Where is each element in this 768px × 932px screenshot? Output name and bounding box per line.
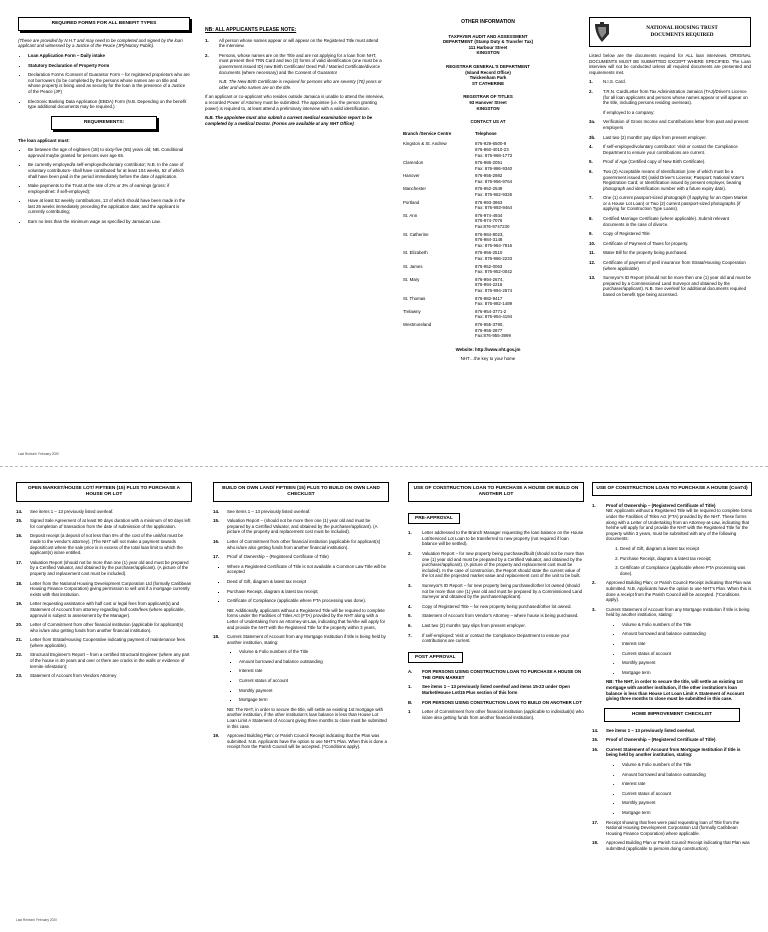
logo-title: NATIONAL HOUSING TRUST [646,25,718,31]
home-improvement-list [592,728,752,758]
post-approval-b1: 1 Letter of Commitment from other financial institution (applicable to individual(s) who is/are also getting funds from another financial institution). [408,709,584,720]
branch-name: Portland [403,199,420,205]
ownership-documents: 1. Deed of Gift, diagram & latest tax receipt 2. Purchase Receipt, diagram & latest tax receipt; 3. Certificate of Compliance (applicable where PTA processing was done). [592,546,752,576]
phone-number: Fax:876-955-3999 [475,333,511,339]
documents-intro: Listed below are the documents required for ALL loan interviews. ORIGINAL DOCUMENTS MUST BE SUBMITTED EXCEPT WHERE SPECIFIED. The Loan interview will not be conducted unless all required documents are presented and requirements met. [589,53,751,75]
document-item: 10. Certificate of Payment of Taxes for property. [589,240,689,246]
phone-number: Fax: 876-984-7916 [475,242,513,248]
requirement-item: • Be between the age of eighteen (18) to sixty-five (65) years old; NB. Conditional approval maybe granted for persons over age 65. [28,147,190,158]
construction-loan-column [408,482,584,724]
revision-footnote-2: Last Revised: February 2020 [16,918,57,922]
mortgage-note: NB: The NHT, in order to secure the title, will settle an existing 1st mortgage with another institution, if the other institution's loan balance is less than House Lot Loan Limit A Statement of Account giving three months to close must be submitted in this case. [227,706,387,729]
branch-name: Hanover [403,173,420,179]
open-market-header: OPEN MARKET/HOUSE LOT/ FIFTEEN (15) PLUS TO PURCHASE A HOUSE OR LOT [16,482,192,502]
checklist-item: 20. Letter of Commitment from other financial institution (applicable for applicant(s) who is/are also getting funds from another financial institution). [16,622,184,633]
branch-phones [475,277,573,296]
applicants-note-title: NB: ALL APPLICANTS PLEASE NOTE: [205,27,297,33]
phone-number: Fax: 876-956-9764 [475,178,513,184]
construction-loan-header: USE OF CONSTRUCTION LOAN TO PURCHASE A HOUSE OR BUILD ON ANOTHER LOT [408,482,584,502]
branch-name: Kingston & St. Andrew [403,141,447,147]
phone-number: 876-966-2510 [475,250,503,256]
phone-number: Fax: 876-982-1489 [475,301,513,307]
checklist-item: 15. Signed Sale Agreement of at least 90 days duration with a minimum of 60 days left for completion of transaction from the date of submission of the application. [16,518,191,529]
branch-name: Manchester [403,186,426,192]
requirement-item: • Have at least 52 weekly contributions, 13 of which should have been made in the last 26 weeks immediately preceding the application date; and the applicant is currently contributing; [28,198,190,215]
ownership-options: ▪ Where a Registered Certificate of Title is not available a Common Law Title will be accepted ▪ Deed of Gift, diagram & latest tax receipt ▪ Purchase Receipt, diagram & latest tax receipt; ▪ Certificate of Compliance (applicable where PTA processing was done). [213,564,389,604]
home-improvement-item: 14. See items 1 – 13 previously listed overleaf. [592,727,696,733]
phone-number: 876-994-2674, [475,276,504,282]
home-improvement-item: 18. Approved Building Plan or Parish Council Receipt indicating that Plan was submitted (applicable to persons doing construction). [592,840,750,851]
pre-approval-list [408,530,584,644]
checklist-item: 17. Valuation Report (should not be more than one (1) year old and must be prepared by a Certified Valuator, and obtained by the purchaser/applicant). (A picture of the property and replacement cost must be included). [16,559,189,576]
open-market-column [16,482,192,683]
power-of-attorney-note: If an applicant or co-applicant who resides outside Jamaica is unable to attend the interview, a recorded Power of Attorney must be submitted. The appointee (i.e. the person granting power) is required to, at least attend a preliminary interview with a valid identification. [205,94,384,111]
construction-cont-header: USE OF CONSTRUCTION LOAN TO PURCHASE A HOUSE (Cont'd) [592,482,752,496]
build-own-land-column [213,482,389,754]
form-item: • Electronic Banking Data Application (EBDA) Form (N.B. Depending on the benefit type additional documents may be required.) [28,99,190,110]
phone-number: 876-952-0063 [475,263,503,269]
branch-phones [475,160,573,173]
open-market-list [16,509,192,679]
branch-row [403,309,573,322]
branch-phones [475,264,573,277]
note-item: 2. Persons, whose names are on the Title and are not applying for a loan from NHT, must present their TRN Card and two (2) forms of valid identification (one must be a government issued ID) new Birth Certificate/ Deed Poll / Married Certificate/divorce documents (where necessary) and the Consent of Guarantor [205,52,382,75]
pre-approval-item: 4. Copy of Registered Title – for new property being purchased/other lot owned. [408,603,572,609]
website-link[interactable]: Website: http://www.nht.gov.jm [455,346,521,352]
required-forms-column [18,17,190,229]
home-improvement-header: HOME IMPROVEMENT CHECKLIST [604,708,740,722]
checklist-item: 15. Valuation Report – (should not be more then one (1) year old and must be prepared by a Certified Valuator, and obtained by the purchaser/applicant). (A picture of the property and replacement cost must be included). [213,518,378,535]
checklist-item: 22. Structural Engineer's Report – from a certified Structural Engineer (where any part of the house is 40 years and over or there are cracks in the walls or evidence of termite infestation): [16,652,190,669]
page-divider [0,466,768,467]
branch-row [403,296,573,309]
home-statement-details: • Volume & Folio numbers of the Title • Amount borrowed and balance outstanding • Interest rate • Current status of account • Monthly payment • Mortgage term [592,762,752,816]
pre-approval-item: 1. Letter addressed to the Branch Manager requesting the loan balance on the House Lot/Serviced Lot Loan to be transferred to new property (not required if loan balance will be settled). [408,530,584,547]
phone-number: 876-956-2982 [475,173,503,179]
taxpayer-address: TAXPAYER AUDIT AND ASSESSMENT DEPARTMENT (Stamp Duty & Transfer Tax) 111 Harbour Street KINGSTON [442,33,534,56]
branch-row [403,141,573,160]
ownership-item: 1. Proof of Ownership – (Registered Certificate of Title) NB: Applicants without a Registered Title will be required to complete forms under the Facilities of Titles Act (FTA) provided by the NHT. These forms along with a Letter of Undertaking from an Attorney-at-Law, indicating that he/she will apply for and provide the NHT with the Registered Title for the property within 3 years, must be submitted with any of the following documents: [592,502,752,542]
document-item: 5. Proof of Age (Certified copy of New Birth Certificate). [589,159,706,165]
other-info-title: OTHER INFORMATION [461,19,515,25]
document-item: 8. Certified Marriage Certificate (where applicable). Submit relevant documents in the case of divorce. [589,216,729,227]
building-plan-item: 19. Approved Building Plan; or Parish Council Receipt indicating that the Plan was submitted. N.B. Applicants have the option to use NHT's Plan. When this is done a receipt from the Parish Council will be accepted. (*Conditions apply). [213,733,387,750]
branch-name: Westmoreland [403,321,432,327]
revision-footnote: Last Revised: February 2020 [18,452,59,456]
phone-number: 876-984-3148 [475,237,503,243]
document-item: 2. T.R.N. Card/Letter from Tax Administration Jamaica (TAJ)/Driver's Licence (for all loan applicants and persons whose names appear or will appear on the title, including persons residing overseas). [589,88,748,106]
post-approval-label: POST APPROVAL [408,652,463,664]
construction-cont-column [592,482,752,856]
document-item: If employed to a company: [603,109,655,115]
branch-phones [475,296,573,309]
branch-phones [475,309,573,322]
other-information-column [403,20,573,366]
branch-row [403,213,573,232]
phone-number: 876-954-3771-2 [475,308,507,314]
pre-approval-item: 2. Valuation Report – for new property being purchased/built (should not be more than one (1) year old and must be prepared by a Certified Valuator, and obtained by the purchaser/applicant). (A picture of the property and replacement cost must be included). In the case of construction, the Report should state the current value of the lot and the projected market value and replacement cost of the unit to be built. [408,550,584,579]
phone-number: 876-974-4934 [475,212,503,218]
pre-approval-item: 7. If self-employed: Visit or contact the Compliance Department to ensure your contributions are current. [408,632,570,644]
phone-number: 876-955-2877 [475,327,503,333]
build-own-land-header: BUILD ON OWN LAND/ FIFTEEN (15) PLUS TO BUILD ON OWN LAND CHECKLIST [213,482,389,502]
branch-name: Trelawny [403,308,421,314]
build-own-land-list [213,509,389,560]
branch-row [403,200,573,213]
checklist-item: 16. Deposit receipt (a deposit of not less than 5% of the cost of the unit/lot must be made to the vendor's attorney). (The NHT will not make a payment towards deposit/cost where the sale price is in excess of the total loan limit to which the applicant(s) is/are entitled. [16,533,184,556]
branch-row [403,322,573,341]
post-approval-a: A. FOR PERSONS USING CONSTRUCTION LOAN TO PURCHASE A HOUSE ON THE OPEN MARKET [408,669,582,680]
forms-list [18,53,190,110]
phone-number: Fax: 876-994-2674 [475,287,513,293]
phone-number: 876-955-3790, [475,321,504,327]
statement-details-2: • Volume & Folio numbers of the Title • Amount borrowed and balance outstanding • Interest rate • Current status of account • Monthly payment • Mortgage term [592,622,752,676]
forms-intro: (These are provided by N.H.T and may need to be completed and signed by the loan applicant and witnessed by a Justice of the Peace (JP)/Notary Public). [18,37,183,49]
document-item: 3a. Verification of Gross Income and Contributions letter from past and present employers [589,119,749,130]
checklist-item: 14. See items 1 – 13 previously listed overleaf. [213,508,311,514]
post-approval-b: B. FOR PERSONS USING CONSTRUCTION LOAN TO BUILD ON ANOTHER LOT [408,699,582,705]
checklist-item: 19. Letter requesting assistance with half cost or legal fees from applicant(s) and Statement of Account from attorney regarding half costs/fees (where applicable, approval is subject to assessment by the Manager). [16,601,185,618]
requirement-item: • Earn no less than the minimum wage as specified by Jamaican Law. [28,219,190,225]
phone-number: Fax: 876-966-2233 [475,256,513,261]
phone-number: 876-960-4010-23 [475,146,509,152]
phone-number: Fax: 876-993-9464 [475,205,513,211]
branch-row [403,186,573,199]
phone-number: 876-984-8023, [475,231,504,237]
documents-list [589,79,751,297]
pre-approval-item: 3. Surveyor's ID Report – for new property being purchased/other lot owned (should not be more than one (1) year old and must be prepared by a Commissioned Land Surveyor and obtained by the purchaser/applicant). [408,582,583,600]
tagline: NHT…the key to your home [460,356,516,362]
branch-row [403,160,573,173]
branch-phones [475,186,573,199]
phone-number: Fax: 876-986-9340 [475,165,513,171]
branch-row [403,232,573,251]
checklist-item: 23. Statement of Account from Vendors Attorney [16,673,117,679]
home-improvement-item: 16. Current Statement of Account from Mortgage Institution if title is being held by another institution, stating: [592,746,741,758]
applicants-note-column [205,28,385,130]
branch-name: St. Ann [403,212,418,218]
branch-table [403,131,573,341]
statement-item: 18. Current Statement of Account from any Mortgage Institution if title is being held by another institution, stating: [213,634,386,645]
branch-phones [475,232,573,251]
document-item: 3b. Last two (2) months' pay slips from present employer. [589,134,707,140]
branch-name: St. Catherine [403,231,429,237]
birth-cert-note: N.B. The New Birth Certificate is required for persons who are seventy (70) years or older and who names are on the title. [219,79,382,90]
phone-number: Fax: 876-952-0042 [475,269,513,275]
requirements-intro: The loan applicant must: [18,137,70,143]
branch-name: St. James [403,263,423,269]
branch-row [403,173,573,186]
note-item: 1. All person whose names appear or will appear on the Registered Title must attend the interview. [205,37,379,49]
nht-crest-icon [593,21,611,43]
branch-phones [475,213,573,232]
checklist-item: 14. See items 1 – 13 previously listed overleaf. [16,508,114,514]
checklist-item: 16. Letter of Commitment from other financial institution (applicable for applicant(s) who is/are also getting funds from another financial institution). [213,538,381,550]
pre-approval-item: 5. Statement of Account from Vendor's Attorney – where house is being purchased. [408,613,579,619]
registrar-general-address: REGISTRAR GENERAL'S DEPARTMENT (Island Record Office) Twickenham Park ST CATHERINE [446,63,530,86]
document-item: 11. Water Bill for the property being purchased. [589,250,688,256]
nht-logo-box [589,17,751,47]
branch-phones [475,141,573,160]
mortgage-note-2: NB: The NHT, in order to secure the title, will settle an existing 1st mortgage with another institution, if the other institution's loan balance is less than House Lot Loan Limit A Statement of Account giving three months to close must be submitted in this case. [606,679,745,702]
home-improvement-item: 15. Proof of Ownership – (Registered Certificate of Title) [592,737,716,743]
phone-number: 876-993-3863 [475,199,503,205]
document-item: 13. Surveyor's ID Report (should not be more then one (1) year old and must be prepared by a Commissioned Land Surveyor and obtained by the purchaser/applicant). N.B. See overleaf for additional documents required based on benefit type being accessed. [589,275,752,297]
required-forms-header: REQUIRED FORMS FOR ALL BENEFIT TYPES [18,17,190,31]
phone-number: 876-986-2051 [475,160,503,166]
building-plan-item-2: 2. Approved Building Plan; or Parish Council Receipt indicating that Plan was submitted. N.B. Applicants have the option to use NHT's Plan. When this is done a receipt from the Parish Council will be accepted. (*Conditions apply). [592,580,752,603]
branch-phones [475,250,573,263]
requirements-header: REQUIREMENTS: [51,116,157,130]
checklist-item: 21. Letter from Strata/Housing Cooperative indicating payment of maintenance fees (where applicable). [16,637,185,648]
requirements-list [18,147,190,225]
document-item: 7. One (1) current passport-sized photograph (if applying for an Open Market or a House Lot Loan) or Two (2) current passport-sized photographs (if applying for Construction Type Loans). [589,195,748,212]
post-approval-a1: 1. See items 1 – 13 previously listed overleaf and items 15-23 under Open Market/House Lot/15 Plus section of this form [408,684,570,696]
checklist-item: 18. Letter from the National Housing Development Corporation Ltd (formally Caribbean Housing Finance Corporation) giving permission to sell unit if a mortgage currently exists with that institution. [16,580,192,597]
branch-phones [475,322,573,341]
branch-name: Clarendon [403,160,424,166]
document-item: 12. Certificate of payment of peril insurance from Strata/Housing Cooperation (where applicable) [589,260,746,271]
document-item: 6. Two (2) Acceptable means of Identification (one of which must be a government issued ID) (valid Driver's License; Passport; National Voter's Registration Card; or Identification issued by present employer, bearing photograph and identification number with a future expiry date). [589,168,745,191]
document-item: 4. If self-employed/voluntary contributor: Visit or contact the Compliance Department to ensure your contributions are current. [589,144,738,155]
medical-report-note: N.B. The appointee must also submit a current medical examination report to be completed by a medical Doctor. (Forms are available at any NHT Office) [205,115,373,126]
requirement-item: • Be currently employed/a self-employed/voluntary contributor; N.B. In the case of voluntary contributors- shall have contributed for at least 104 weeks, 52 of which shall have been paid in the period immediately before the date of application. [28,162,190,179]
branch-table-header: Branch /Service Centre Telephone [403,130,497,136]
branch-row [403,264,573,277]
branch-phones [475,200,573,213]
phone-number: Fax:876-9747230 [475,224,510,230]
branch-row [403,250,573,263]
document-item: 9. Copy of Registered Title [589,231,650,237]
pre-approval-item: 6. Last two (2) months 'pay slips from present employer. [408,622,526,628]
document-item: 1. N.I.S. Card. [589,79,626,85]
home-improvement-item: 17. Receipt showing that fees were paid requesting loan of Title from the National Housing Development Corporation Ltd (formally Caribbean Housing Finance Corporation) where applicable. [592,819,740,836]
phone-number: 876-994-2216 [475,282,503,288]
requirement-item: • Make payments to the Trust at the rate of 2% or 3% of earnings (gross: if employed/net: if self-employed); [28,183,190,194]
home-improvement-list-2 [592,820,752,852]
form-item: • Declaration Forms /Consent of Guarantor Form – for registered proprietors who are not borrowers (to be completed by the persons whose names are on title and whose property is being used as security for the loan in the presence of a Justice of the Peace (JP) [28,72,190,94]
phone-number: Fax: 876-954-4194 [475,314,513,320]
phone-number: 876-962-2549 [475,186,503,192]
pre-approval-label: PRE-APPROVAL [408,513,460,525]
documents-required-column [589,17,751,302]
branch-name: St. Elizabeth [403,250,428,256]
statement-item-2: 3. Current Statement of Account from any Mortgage Institution if title is being held by another institution, stating: [592,606,750,618]
phone-number: 876-982-9417 [475,295,503,301]
phone-number: Fax: 876-962-9326 [475,192,513,198]
registrar-titles-address: REGISTRAR OF TITLES 93 Hanover Street KINGSTON [463,94,513,111]
branch-name: St. Mary [403,276,420,282]
branch-name: St. Thomas [403,295,426,301]
branch-row [403,277,573,296]
phone-number: Fax: 876-968-1773 [475,152,513,158]
form-item: • Loan Application Form – Daily intake [28,53,190,59]
logo-subtitle: DOCUMENTS REQUIRED [650,32,714,38]
form-item: • Statutory Declaration of Property Form [28,63,190,69]
checklist-item: 17. Proof of Ownership – (Registered Certificate of Title) [213,554,329,560]
statement-details: ▪ Volume & Folio numbers of the Title ▪ Amount borrowed and balance outstanding ▪ Interest rate ▪ Current status of account ▪ Monthly payment ▪ Mortgage term [213,649,389,703]
contact-heading: CONTACT US AT [470,119,506,125]
branch-phones [475,173,573,186]
phone-number: 876-929-6500-9 [475,141,507,147]
phone-number: 876-974-7076 [475,218,503,224]
fta-note: NB: Additionally, applicants without a Registered Title will be required to complete forms under the Facilities of Titles Act (FTA) provided by the NHT along with a Letter of Undertaking from an Attorney-at-Law, indicating that he/she will apply for and provide the NHT with the Registered Title for the property within 3 years, [227,607,386,630]
